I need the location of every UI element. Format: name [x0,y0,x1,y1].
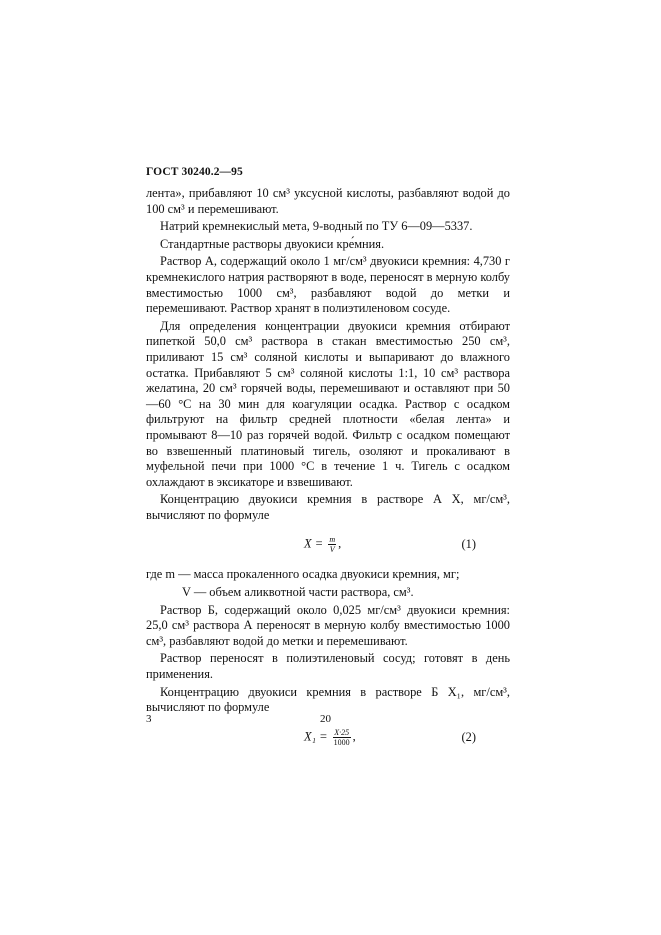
paragraph: Концентрацию двуокиси кремния в растворе А X, мг/см³, вычисляют по формуле [146,492,510,522]
formula-2-number: (2) [461,729,476,744]
paragraph: V — объем аликвотной части раствора, см³. [182,585,414,600]
paragraph: Концентрацию двуокиси кремния в растворе Б X₁, мг/см³, вычисляют по формуле [146,684,510,715]
formula-2 [146,722,510,754]
formula-1-tail: , [338,536,342,551]
formula-1-fraction [328,535,336,554]
footer-left-mark: 3 [146,713,152,725]
formula-2-tail: , [352,729,356,744]
formula-1-number: (1) [461,537,476,552]
paragraph: лента», прибавляют 10 см³ уксусной кислоты, разбавляют водой до 100 см³ и перемешивают. [146,186,510,216]
paragraph: Стандартные растворы двуокиси кре́мния. [160,236,385,251]
page-number: 20 [320,713,331,725]
formula-2-lhs: X₁ = [304,729,328,744]
paragraph: Раствор А, содержащий около 1 мг/см³ двуокиси кремния: 4,730 г кремнекислого натрия растворяют в воде, переносят в мерную колбу вместимостью 1000 см³, разбавляют водой до метки и перемешивают. Раствор хранят в полиэтиленовом сосуде. [146,254,510,316]
formula-2-fraction [333,728,351,747]
paragraph: Раствор переносят в полиэтиленовый сосуд; готовят в день применения. [146,651,510,682]
formula-1-numerator: m [329,535,336,545]
formula-1-denominator: V [329,545,335,555]
document-body [146,186,510,760]
paragraph: где m — масса прокаленного осадка двуокиси кремния, мг; [146,567,460,582]
formula-1-lhs: X = [304,536,324,551]
paragraph: Для определения концентрации двуокиси кремния отбирают пипеткой 50,0 см³ раствора в стакан вместимостью 250 см³, приливают 15 см³ соляной кислоты и выпаривают до влажного остатка. Прибавляют 5 см³ соляной кислоты 1:1, 10 см³ раствора желатина, 20 см³ горячей воды, перемешивают и оставляют при 50—60 °С на 30 мин для коагуляции осадка. Раствор с осадком фильтруют на фильтр средней плотности «белая лента» и промывают 8—10 раз горячей водой. Фильтр с осадком помещают во взвешенный платиновый тигель, озоляют и прокаливают в муфельной печи при 1000 °С в течение 1 ч. Тигель с осадком охлаждают в эксикаторе и взвешивают. [146,318,510,489]
formula-2-expression [304,728,356,747]
formula-2-numerator: X·25 [334,727,350,737]
paragraph: Натрий кремнекислый мета, 9-водный по ТУ 6—09—5337. [160,219,473,234]
formula-1 [146,529,510,561]
formula-2-denominator: 1000 [333,737,350,747]
document-header: ГОСТ 30240.2—95 [146,166,243,178]
formula-1-expression [304,535,341,554]
paragraph: Раствор Б, содержащий около 0,025 мг/см³ двуокиси кремния: 25,0 см³ раствора А переносят в мерную колбу вместимостью 1000 см³, разбавляют водой до метки и перемешивают. [146,602,510,648]
